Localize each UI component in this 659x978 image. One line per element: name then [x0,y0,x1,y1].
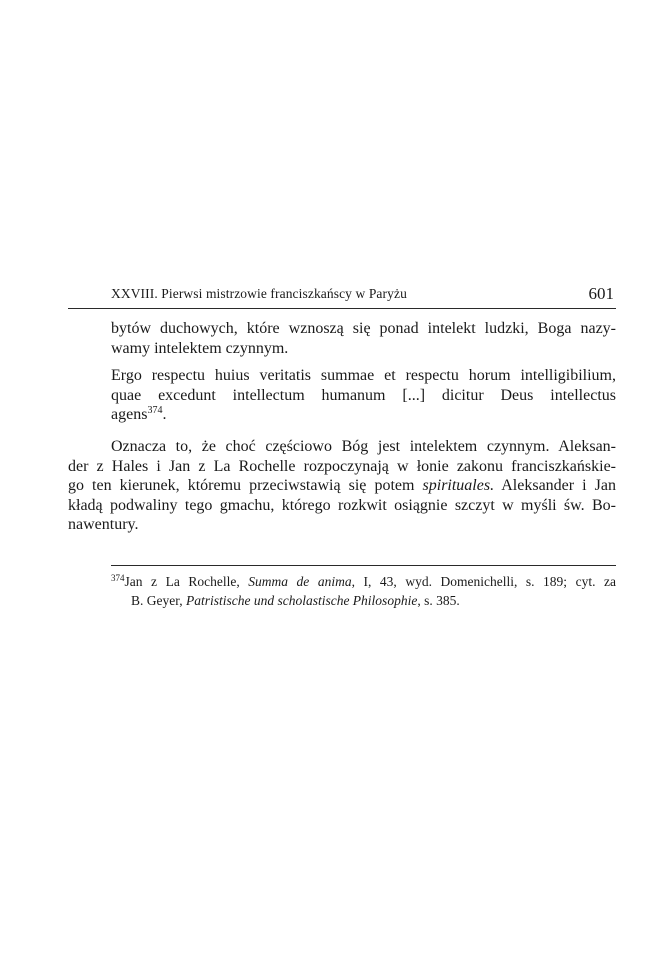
paragraph-line-5: nawentury. [68,516,139,533]
footnote-number: 374 [111,573,125,583]
header-rule [68,308,616,309]
quote-2-line-2: quae excedunt intellectum humanum [...] dicitur Deus intellectus [111,386,616,404]
footnote-rule [111,565,616,566]
paragraph-line-1: Oznacza to, że choć częściowo Bóg jest intelektem czynnym. Aleksan- [111,438,616,455]
paragraph-line-3 [68,476,616,496]
paragraph-line-3-b: Aleksander i Jan [494,477,616,494]
footnote-line-1 [111,572,616,591]
footnote-title-2: Patristische und scholastische Philosophie [185,593,418,608]
quote-2-line-1: Ergo respectu huius veritatis summae et respectu horum intelligibilium, [111,367,616,384]
paragraph-line-2: der z Hales i Jan z La Rochelle rozpoczynają w łonie zakonu franciszkańskie- [68,457,616,475]
quote-2-line-3-text: agens [111,406,148,423]
footnote-title-1: Summa de anima [248,574,352,589]
latin-quote [111,366,616,425]
footnote [111,572,616,610]
quote-continuation [111,319,616,358]
footnote-line-2 [111,591,616,610]
footnote-text-2: , I, 43, wyd. Domenichelli, s. 189; cyt. za [351,574,616,589]
quote-2-line-3-end: . [162,406,167,423]
italic-term: spirituales. [422,477,495,494]
footnote-reference[interactable]: 374 [147,405,163,416]
quote-2-line-3 [111,405,616,425]
paragraph-line-3-a: go ten kierunek, któremu przeciwstawią się potem [68,477,423,494]
page-number: 601 [588,284,614,303]
footnote-text-1: Jan z La Rochelle, [124,574,249,589]
footnote-text-4: , s. 385. [417,593,460,608]
paragraph-line-4: kładą podwaliny tego gmachu, którego rozkwit osiągnie szczyt w myśli św. Bo- [68,496,616,514]
footnote-text-3: B. Geyer, [131,593,186,608]
quote-1-line-1: bytów duchowych, które wznoszą się ponad intelekt ludzki, Boga nazy- [111,320,616,337]
quote-1-line-2: wamy intelektem czynnym. [111,339,289,357]
running-head [111,284,616,306]
body-paragraph [68,437,616,535]
running-title: XXVIII. Pierwsi mistrzowie franciszkańscy w Paryżu [111,286,407,301]
